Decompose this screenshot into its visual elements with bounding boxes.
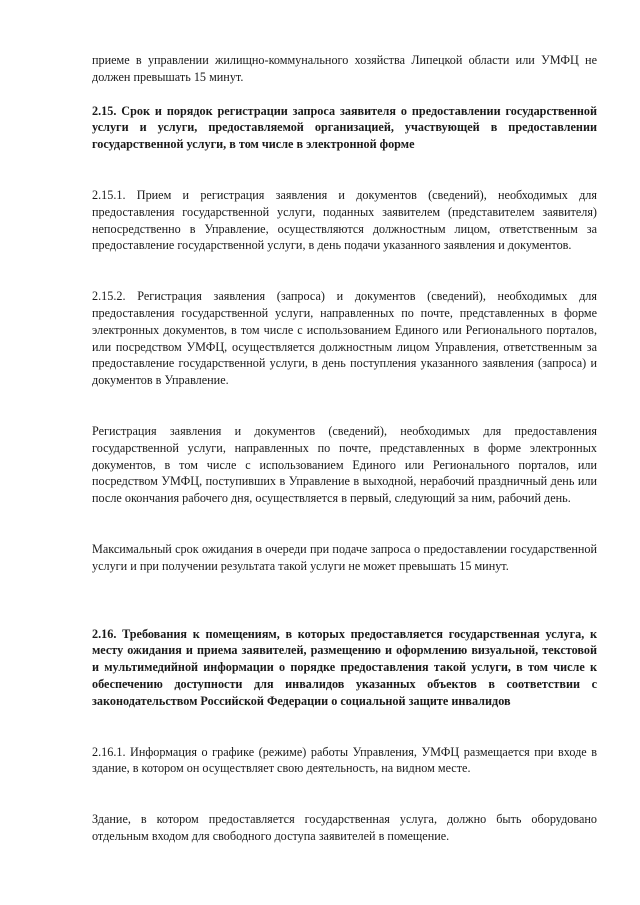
document-page bbox=[92, 52, 597, 845]
paragraph-2-15-1: 2.15.1. Прием и регистрация заявления и документов (сведений), необходимых для предоставления государственной услуги, поданных заявителем (представителем заявителя) непосредственно в Управление, осуществляются должностным лицом, ответственным за предоставление государственной услуги, в день подачи указанного заявления и документов. bbox=[92, 187, 597, 253]
paragraph-waiting-time: приеме в управлении жилищно-коммунального хозяйства Липецкой области или УМФЦ не должен превышать 15 минут. bbox=[92, 53, 597, 84]
paragraph-max-waiting: Максимальный срок ожидания в очереди при подаче запроса о предоставлении государственной услуги и при получении результата такой услуги не может превышать 15 минут. bbox=[92, 541, 597, 573]
paragraph-2-16-1: 2.16.1. Информация о графике (режиме) работы Управления, УМФЦ размещается при входе в здание, в котором он осуществляет свою деятельность, на видном месте. bbox=[92, 744, 597, 776]
paragraph-2-15-2: 2.15.2. Регистрация заявления (запроса) и документов (сведений), необходимых для предоставления государственной услуги, направленных по почте, представленных в форме электронных документов, в том числе с использованием Единого или Регионального порталов, или посредством УМФЦ, осуществляется должностным лицом Управления, ответственным за предоставление государственной услуги, в день поступления указанного заявления (запроса) и документов в Управление. bbox=[92, 289, 597, 388]
paragraph-building-entrance: Здание, в котором предоставляется государственная услуга, должно быть оборудовано отдельным входом для свободного доступа заявителей в помещение. bbox=[92, 812, 597, 843]
heading-2-15: 2.15. Срок и порядок регистрации запроса заявителя о предоставлении государственной услуги и услуги, предоставляемой организацией, участвующей в предоставлении государственной услуги, в том числе в электронной форме bbox=[92, 103, 597, 152]
paragraph-registration-weekend: Регистрация заявления и документов (сведений), необходимых для предоставления государственной услуги, направленных по почте, представленных в форме электронных документов, в том числе с использованием Единого или Регионального порталов, или посредством УМФЦ, поступивших в Управление в выходной, нерабочий праздничный день или после окончания рабочего дня, осуществляется в первый, следующий за ним, рабочий день. bbox=[92, 423, 597, 506]
heading-2-16: 2.16. Требования к помещениям, в которых предоставляется государственная услуга, к месту ожидания и приема заявителей, размещению и оформлению визуальной, текстовой и мультимедийной информации о порядке предоставления такой услуги, в том числе к обеспечению доступности для инвалидов указанных объектов в соответствии с законодательством Российской Федерации о социальной защите инвалидов bbox=[92, 626, 597, 708]
